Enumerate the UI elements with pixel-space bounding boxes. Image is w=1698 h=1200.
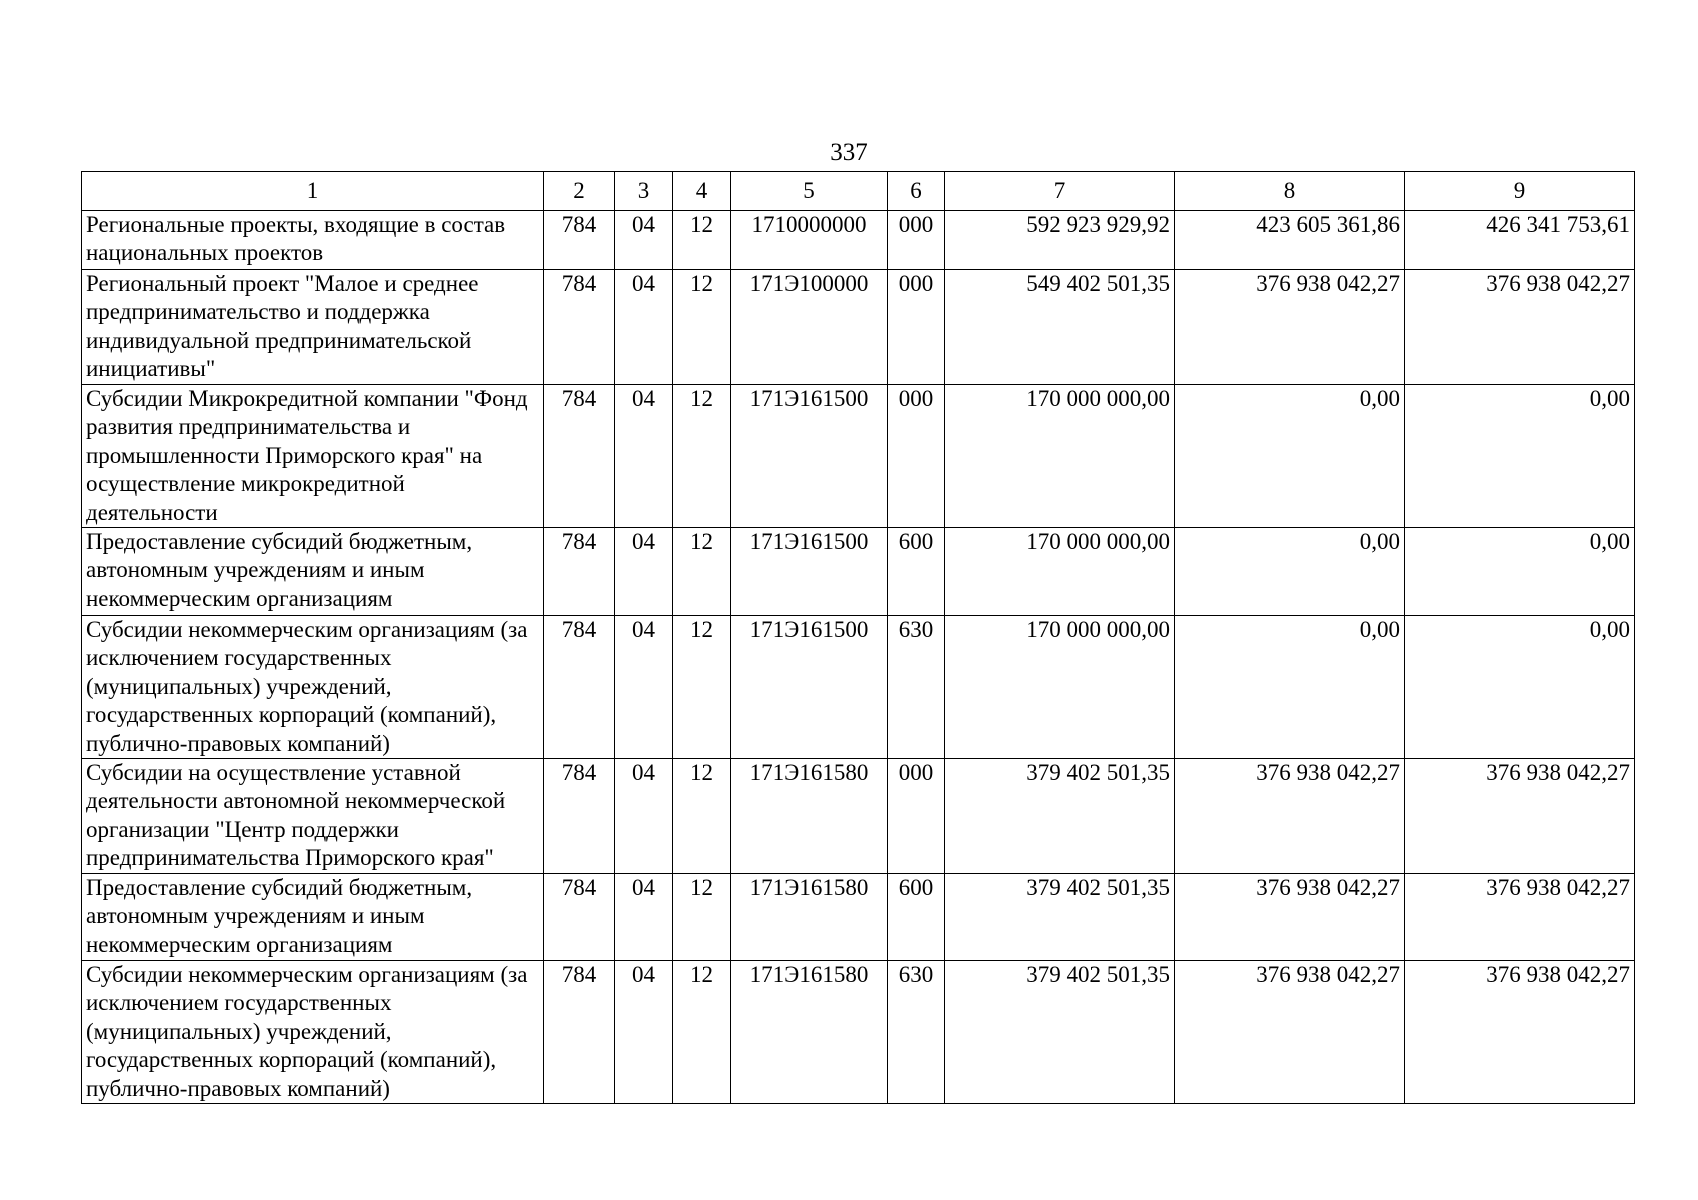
- row-amount-7: 592 923 929,92: [945, 211, 1175, 270]
- table-row: [82, 270, 1635, 385]
- row-amount-7: 549 402 501,35: [945, 270, 1175, 385]
- row-col-5: 171Э161500: [731, 616, 888, 759]
- row-name: Субсидии некоммерческим организациям (за исключением государственных (муниципальных) учреждений, государственных корпораций (компаний), публично-правовых компаний): [82, 616, 544, 759]
- row-col-2: 784: [544, 961, 615, 1104]
- row-amount-7: 170 000 000,00: [945, 616, 1175, 759]
- budget-table: [81, 171, 1635, 1104]
- header-col-4: 4: [673, 172, 731, 211]
- row-col-3: 04: [615, 759, 673, 874]
- row-name: Региональный проект "Малое и среднее предпринимательство и поддержка индивидуальной предпринимательской инициативы": [82, 270, 544, 385]
- row-col-2: 784: [544, 270, 615, 385]
- row-name: Субсидии некоммерческим организациям (за исключением государственных (муниципальных) учреждений, государственных корпораций (компаний), публично-правовых компаний): [82, 961, 544, 1104]
- table-row: [82, 616, 1635, 759]
- header-col-3: 3: [615, 172, 673, 211]
- row-amount-8: 376 938 042,27: [1175, 759, 1405, 874]
- row-col-2: 784: [544, 616, 615, 759]
- row-col-2: 784: [544, 874, 615, 961]
- row-amount-9: 376 938 042,27: [1405, 961, 1635, 1104]
- row-col-3: 04: [615, 211, 673, 270]
- row-col-4: 12: [673, 961, 731, 1104]
- row-col-5: 171Э161500: [731, 528, 888, 616]
- row-amount-9: 376 938 042,27: [1405, 270, 1635, 385]
- table-row: [82, 211, 1635, 270]
- row-col-6: 000: [888, 211, 945, 270]
- row-col-3: 04: [615, 961, 673, 1104]
- row-col-3: 04: [615, 385, 673, 528]
- row-col-6: 630: [888, 616, 945, 759]
- row-col-3: 04: [615, 270, 673, 385]
- header-col-5: 5: [731, 172, 888, 211]
- row-amount-9: 376 938 042,27: [1405, 759, 1635, 874]
- row-col-5: 171Э161580: [731, 874, 888, 961]
- table-row: [82, 874, 1635, 961]
- header-col-7: 7: [945, 172, 1175, 211]
- row-amount-7: 170 000 000,00: [945, 528, 1175, 616]
- row-col-2: 784: [544, 528, 615, 616]
- header-col-1: 1: [82, 172, 544, 211]
- row-col-2: 784: [544, 385, 615, 528]
- row-col-4: 12: [673, 211, 731, 270]
- header-col-8: 8: [1175, 172, 1405, 211]
- row-amount-9: 0,00: [1405, 528, 1635, 616]
- row-col-6: 600: [888, 874, 945, 961]
- row-amount-7: 379 402 501,35: [945, 874, 1175, 961]
- header-col-6: 6: [888, 172, 945, 211]
- row-col-4: 12: [673, 528, 731, 616]
- header-row: [82, 172, 1635, 211]
- row-col-6: 630: [888, 961, 945, 1104]
- row-col-5: 171Э161580: [731, 961, 888, 1104]
- row-col-3: 04: [615, 528, 673, 616]
- row-amount-8: 376 938 042,27: [1175, 961, 1405, 1104]
- row-col-6: 600: [888, 528, 945, 616]
- row-amount-9: 0,00: [1405, 616, 1635, 759]
- row-amount-8: 0,00: [1175, 528, 1405, 616]
- row-amount-9: 0,00: [1405, 385, 1635, 528]
- row-col-4: 12: [673, 759, 731, 874]
- row-col-6: 000: [888, 270, 945, 385]
- row-name: Субсидии Микрокредитной компании "Фонд развития предпринимательства и промышленности Приморского края" на осуществление микрокредитной деятельности: [82, 385, 544, 528]
- row-amount-9: 426 341 753,61: [1405, 211, 1635, 270]
- table-row: [82, 759, 1635, 874]
- row-amount-8: 376 938 042,27: [1175, 270, 1405, 385]
- row-col-5: 171Э161580: [731, 759, 888, 874]
- row-amount-7: 379 402 501,35: [945, 759, 1175, 874]
- row-col-6: 000: [888, 759, 945, 874]
- row-col-3: 04: [615, 616, 673, 759]
- row-name: Субсидии на осуществление уставной деятельности автономной некоммерческой организации "Центр поддержки предпринимательства Приморского края": [82, 759, 544, 874]
- row-name: Предоставление субсидий бюджетным, автономным учреждениям и иным некоммерческим организациям: [82, 874, 544, 961]
- row-amount-8: 0,00: [1175, 616, 1405, 759]
- row-col-5: 171Э161500: [731, 385, 888, 528]
- row-col-4: 12: [673, 616, 731, 759]
- table-row: [82, 385, 1635, 528]
- page-number: 337: [830, 139, 868, 166]
- row-amount-7: 379 402 501,35: [945, 961, 1175, 1104]
- header-col-9: 9: [1405, 172, 1635, 211]
- header-col-2: 2: [544, 172, 615, 211]
- row-amount-8: 376 938 042,27: [1175, 874, 1405, 961]
- row-col-5: 1710000000: [731, 211, 888, 270]
- table-row: [82, 961, 1635, 1104]
- row-col-5: 171Э100000: [731, 270, 888, 385]
- table-body: [82, 211, 1635, 1104]
- table-header: [82, 172, 1635, 211]
- row-col-2: 784: [544, 211, 615, 270]
- row-amount-8: 0,00: [1175, 385, 1405, 528]
- table-row: [82, 528, 1635, 616]
- row-col-4: 12: [673, 874, 731, 961]
- row-col-3: 04: [615, 874, 673, 961]
- row-col-4: 12: [673, 270, 731, 385]
- row-col-4: 12: [673, 385, 731, 528]
- row-col-2: 784: [544, 759, 615, 874]
- row-amount-7: 170 000 000,00: [945, 385, 1175, 528]
- row-name: Предоставление субсидий бюджетным, автономным учреждениям и иным некоммерческим организациям: [82, 528, 544, 616]
- row-col-6: 000: [888, 385, 945, 528]
- row-amount-8: 423 605 361,86: [1175, 211, 1405, 270]
- row-amount-9: 376 938 042,27: [1405, 874, 1635, 961]
- row-name: Региональные проекты, входящие в состав национальных проектов: [82, 211, 544, 270]
